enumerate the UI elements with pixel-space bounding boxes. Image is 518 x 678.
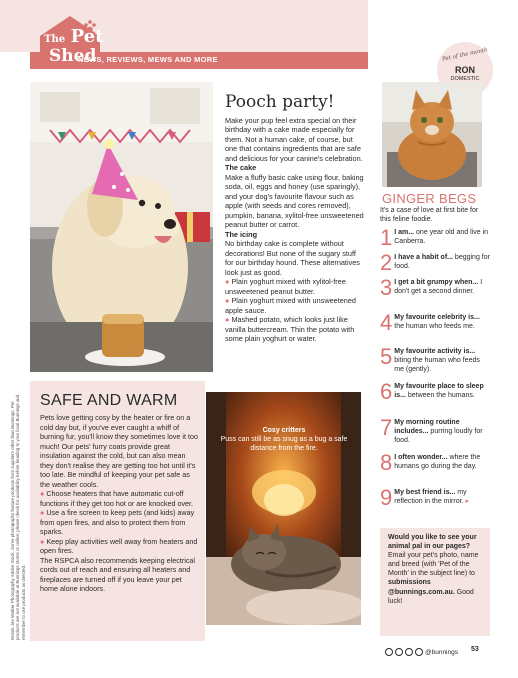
bullet-icon: ● <box>40 536 47 546</box>
cake-text: Make a fluffy basic cake using flour, baking soda, oil, eggs and honey (use sparingly), and your dog's favourite flavour such as apple (with seeds and cores removed), pumpkin, banana, xylitol-free unsweetened peanut butter or carrot. <box>225 172 364 230</box>
qa-number: 4 <box>380 310 393 335</box>
section-title: NEWS, REVIEWS, MEWS AND MORE <box>78 55 218 64</box>
bullet-icon: ● <box>225 296 232 306</box>
safe-bullet-text: Keep play activities well away from heaters and open fires. <box>40 536 198 555</box>
qa-answer: purring loudly for food. <box>394 428 483 445</box>
safe-closing: The RSPCA also recommends keeping electrical cords out of reach and ensuring all heaters and fireplaces are turned off if you leave your pet home alone indoors. <box>40 555 196 593</box>
qa-question: I have a habit of... <box>394 254 453 261</box>
logo-the: The <box>44 34 66 45</box>
safe-bullet <box>40 508 200 537</box>
qa-number: 7 <box>380 415 393 440</box>
qa-number: 1 <box>380 225 393 250</box>
qa-question: My favourite place to sleep is... <box>394 383 484 400</box>
qa-number: 5 <box>380 344 393 369</box>
ginger-cat-photo <box>382 82 482 187</box>
dog-birthday-photo <box>30 82 213 372</box>
social-links <box>385 646 458 658</box>
photo-credits: Words Jen Walker Photography Adobe Stock. Some photographs feature products from suppliers other than Bunnings. Pet products are not available at Bunnings stores or online; please check for availability before heading to your local Bunnings and remember to use products as directed. <box>10 394 26 640</box>
qa-item <box>380 310 490 335</box>
icing-bullet <box>225 315 365 343</box>
safe-article <box>40 413 200 594</box>
qa-item <box>380 275 490 300</box>
safe-bullet <box>40 537 200 556</box>
ginger-intro: It's a case of love at first bite for this feline foodie. <box>380 207 479 224</box>
bullet-icon: ● <box>225 277 232 287</box>
page-number: 53 <box>471 646 479 653</box>
qa-answer: between the humans. <box>405 392 475 400</box>
qa-question: I get a bit grumpy when... <box>394 279 479 286</box>
qa-question: My best friend is... <box>394 489 456 496</box>
qa-question: My morning routine includes... <box>394 419 460 436</box>
ginger-title: GINGER BEGS <box>382 191 477 206</box>
cosy-text: Puss can still be as snug as a bug a safe distance from the fire. <box>220 435 348 452</box>
pet-breed-line1: DOMESTIC <box>450 76 480 82</box>
pooch-article <box>225 116 365 344</box>
submit-instructions: Email your pet's photo, name and breed (with 'Pet of the Month' in the subject line) to <box>388 552 479 578</box>
icing-bullet <box>225 277 365 296</box>
bullet-icon: ● <box>225 315 232 325</box>
safe-intro: Pets love getting cosy by the heater or fire on a cold day but, if you've ever caught a whiff of burning fur, you'll know they sometimes love it too much! Our pets' furry coats provide great insulation against the cold, but can also mean they don't realise they are getting too hot until it's too late. Be mindful of keeping your pet safe as the weather cools. <box>40 413 198 489</box>
qa-answer: one year old and live in Canberra. <box>394 229 489 246</box>
qa-answer: biting the human who feeds me (gently). <box>394 357 480 374</box>
safe-bullet-text: Use a fire screen to keep pets (and kids) away from open fires, and also to protect them from sparks. <box>40 508 195 536</box>
qa-item <box>380 485 490 510</box>
qa-item <box>380 379 490 404</box>
qa-question: I am... <box>394 229 415 236</box>
icing-bullet-text: Plain yoghurt mixed with unsweetened apple sauce. <box>225 296 356 315</box>
qa-number: 6 <box>380 379 393 404</box>
submit-signoff: Good luck! <box>388 588 474 605</box>
submit-question: Would you like to see your animal pal in our pages? <box>388 534 477 551</box>
safe-bullet-text: Choose heaters that have automatic cut-off functions if they get too hot or are knocked over. <box>40 489 194 508</box>
logo-wordmark <box>44 28 103 45</box>
social-handle[interactable]: @bunnings <box>425 648 458 656</box>
cosy-caption <box>210 427 358 453</box>
icing-bullet-text: Mashed potato, which looks just like vanilla buttercream. Thin the potato with some plain yoghurt or water. <box>225 315 355 344</box>
qa-number: 9 <box>380 485 393 510</box>
tiktok-icon[interactable] <box>405 648 413 656</box>
icing-text: No birthday cake is complete without decorations! But none of the sugary stuff for our birthday hound. These alternatives look just as good. <box>225 239 360 277</box>
cake-heading: The cake <box>225 163 257 173</box>
submit-email[interactable]: submissions @bunnings.com.au. <box>388 579 455 596</box>
qa-question: My favourite celebrity is... <box>394 314 480 321</box>
logo-shed: Shed <box>49 46 97 66</box>
qa-number: 8 <box>380 450 393 475</box>
qa-item <box>380 225 490 250</box>
icing-heading: The icing <box>225 229 258 239</box>
arrow-right-icon: ▸ <box>463 498 469 506</box>
icing-bullet <box>225 296 365 315</box>
cosy-title: Cosy critters <box>262 427 306 434</box>
qa-question: I often wonder... <box>394 454 448 461</box>
instagram-icon[interactable] <box>385 648 393 656</box>
qa-answer: begging for food. <box>394 254 490 271</box>
submit-text <box>388 533 486 606</box>
safe-bullet <box>40 489 200 508</box>
qa-item <box>380 450 490 475</box>
qa-answer: the human who feeds me. <box>394 323 475 331</box>
qa-item <box>380 250 490 275</box>
bullet-icon: ● <box>40 489 47 498</box>
qa-answer: my reflection in the mirror. <box>394 489 467 506</box>
safe-title: SAFE AND WARM <box>40 392 178 409</box>
qa-number: 3 <box>380 275 393 300</box>
bullet-icon: ● <box>40 508 47 517</box>
pet-name: RON <box>455 65 475 75</box>
pet-of-month-label: Pet of the month <box>441 47 489 63</box>
facebook-icon[interactable] <box>415 648 423 656</box>
pinterest-icon[interactable] <box>395 648 403 656</box>
qa-answer: where the humans go during the day. <box>394 454 481 471</box>
qa-item <box>380 415 490 445</box>
icing-bullet-text: Plain yoghurt mixed with xylitol-free unsweetened peanut butter. <box>225 277 346 296</box>
qa-question: My favourite activity is... <box>394 348 476 355</box>
qa-item <box>380 344 490 374</box>
logo-pet: Pet <box>70 26 104 47</box>
qa-number: 2 <box>380 250 393 275</box>
pooch-title: Pooch party! <box>225 92 335 112</box>
qa-answer: I don't get a second dinner. <box>394 279 483 296</box>
pooch-intro: Make your pup feel extra special on their birthday with a cake made especially for them. Not a human cake, of course, but one that contains ingredients that are safe and delicious for your canine's celebration. <box>225 116 363 163</box>
